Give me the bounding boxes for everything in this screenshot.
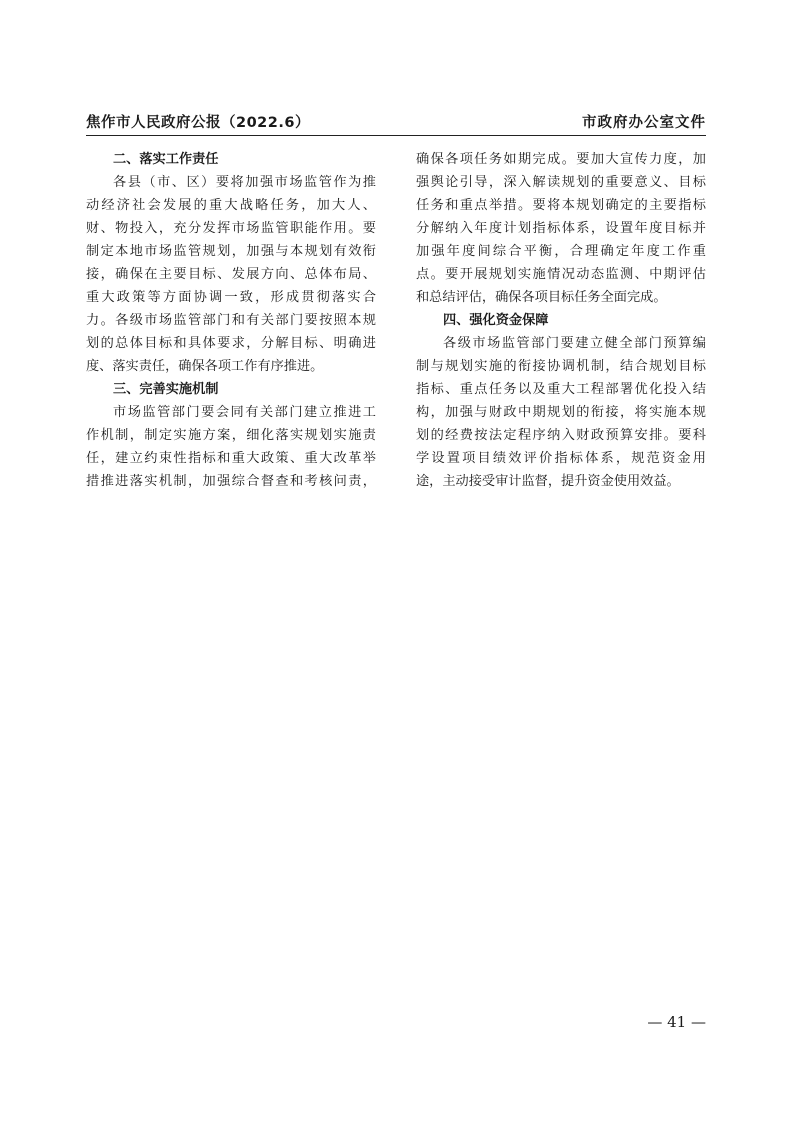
text-line: 任务和重点举措。要将本规划确定的主要指标 [416, 198, 706, 213]
text-line: 分解纳入年度计划指标体系，设置年度目标并 [416, 221, 706, 236]
text-line: 各级市场监管部门要建立健全部门预算编 [443, 336, 706, 351]
text-line: 点。要开展规划实施情况动态监测、中期评估 [416, 267, 706, 282]
text-line: 途，主动接受审计监督，提升资金使用效益。 [416, 474, 680, 489]
section-heading-4: 四、强化资金保障 [443, 313, 549, 328]
text-line: 划的总体目标和具体要求，分解目标、明确进 [86, 336, 376, 351]
text-line: 任，建立约束性指标和重大政策、重大改革举 [86, 451, 376, 466]
right-column [416, 148, 706, 493]
text-line: 力。各级市场监管部门和有关部门要按照本规 [86, 313, 376, 328]
text-line: 构，加强与财政中期规划的衔接，将实施本规 [416, 405, 706, 420]
section-heading-3: 三、完善实施机制 [113, 382, 219, 397]
text-line: 划的经费按法定程序纳入财政预算安排。要科 [416, 428, 706, 443]
page-number: — 41 — [647, 1013, 706, 1031]
section-label: 市政府办公室文件 [582, 115, 706, 131]
text-line: 指标、重点任务以及重大工程部署优化投入结 [416, 382, 706, 397]
text-line: 学设置项目绩效评价指标体系，规范资金用 [416, 451, 706, 466]
page-header [86, 109, 706, 136]
text-line: 作机制，制定实施方案，细化落实规划实施责 [86, 428, 376, 443]
text-line: 重大政策等方面协调一致，形成贯彻落实合 [86, 290, 376, 305]
text-line: 强舆论引导，深入解读规划的重要意义、目标 [416, 175, 706, 190]
text-line: 确保各项任务如期完成。要加大宣传力度，加 [416, 152, 706, 167]
text-line: 市场监管部门要会同有关部门建立推进工 [113, 405, 376, 420]
text-line: 度、落实责任，确保各项工作有序推进。 [86, 359, 324, 374]
text-line: 接，确保在主要目标、发展方向、总体布局、 [86, 267, 376, 282]
text-line: 和总结评估，确保各项目标任务全面完成。 [416, 290, 667, 305]
text-line: 加强年度间综合平衡，合理确定年度工作重 [416, 244, 706, 259]
text-line: 措推进落实机制，加强综合督查和考核问责， [86, 474, 376, 489]
text-line: 制与规划实施的衔接协调机制，结合规划目标 [416, 359, 706, 374]
journal-title: 焦作市人民政府公报（2022.6） [86, 115, 310, 131]
text-line: 制定本地市场监管规划，加强与本规划有效衔 [86, 244, 376, 259]
section-heading-2: 二、落实工作责任 [113, 152, 219, 167]
text-line: 财、物投入，充分发挥市场监管职能作用。要 [86, 221, 376, 236]
left-column [86, 148, 376, 493]
text-line: 各县（市、区）要将加强市场监管作为推 [113, 175, 376, 190]
text-line: 动经济社会发展的重大战略任务，加大人、 [86, 198, 376, 213]
